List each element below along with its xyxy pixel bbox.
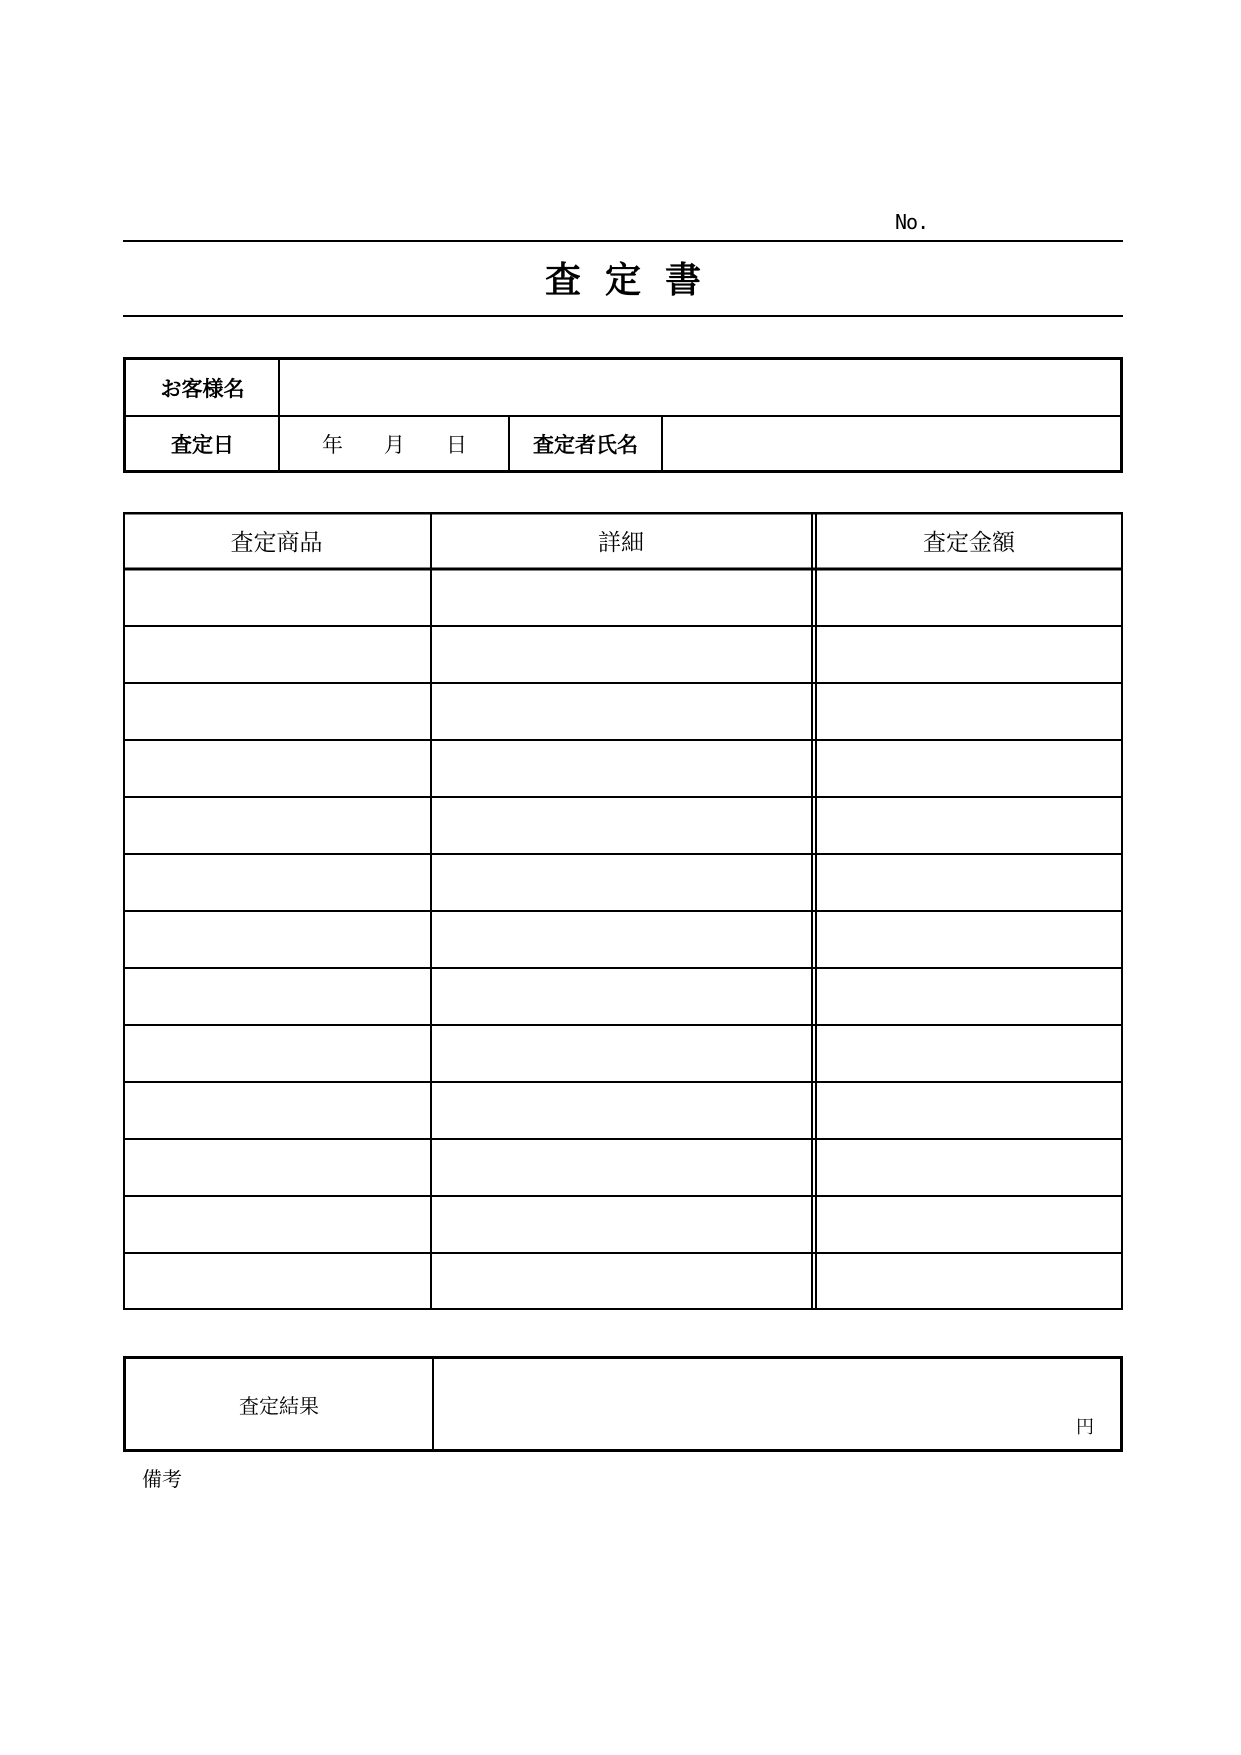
date-month-label: 月 bbox=[384, 432, 405, 457]
details-cell[interactable] bbox=[433, 571, 811, 624]
details-cell[interactable] bbox=[433, 742, 811, 795]
amount-cell[interactable] bbox=[818, 1027, 1121, 1080]
amount-cell[interactable] bbox=[818, 856, 1121, 909]
column-header-details: 詳細 bbox=[598, 530, 644, 556]
remarks-label: 備考 bbox=[142, 1467, 182, 1491]
amount-cell[interactable] bbox=[818, 685, 1121, 738]
details-cell[interactable] bbox=[433, 1255, 811, 1308]
item-cell[interactable] bbox=[125, 742, 431, 795]
item-cell[interactable] bbox=[125, 1141, 431, 1194]
details-cell[interactable] bbox=[433, 1084, 811, 1137]
details-cell[interactable] bbox=[433, 913, 811, 966]
amount-cell[interactable] bbox=[818, 571, 1121, 624]
amount-cell[interactable] bbox=[818, 742, 1121, 795]
customer-name-field[interactable] bbox=[280, 360, 1120, 415]
amount-cell[interactable] bbox=[818, 1255, 1121, 1308]
amount-cell[interactable] bbox=[818, 1198, 1121, 1251]
amount-cell[interactable] bbox=[818, 799, 1121, 852]
details-cell[interactable] bbox=[433, 685, 811, 738]
appraiser-name-label: 査定者氏名 bbox=[533, 432, 638, 457]
date-year-label: 年 bbox=[322, 432, 343, 457]
item-cell[interactable] bbox=[125, 856, 431, 909]
appraisal-date-label: 査定日 bbox=[171, 432, 234, 457]
item-cell[interactable] bbox=[125, 799, 431, 852]
title-top-rule bbox=[123, 240, 1123, 242]
details-cell[interactable] bbox=[433, 1141, 811, 1194]
item-cell[interactable] bbox=[125, 1255, 431, 1308]
items-table-grid bbox=[123, 512, 1123, 1310]
details-cell[interactable] bbox=[433, 856, 811, 909]
customer-name-label: お客様名 bbox=[160, 376, 245, 401]
amount-cell[interactable] bbox=[818, 970, 1121, 1023]
item-cell[interactable] bbox=[125, 913, 431, 966]
amount-cell[interactable] bbox=[818, 913, 1121, 966]
appraisal-result-box bbox=[123, 1356, 1123, 1452]
currency-unit-label: 円 bbox=[1076, 1417, 1094, 1438]
appraiser-name-field[interactable] bbox=[663, 417, 1120, 470]
amount-cell[interactable] bbox=[818, 628, 1121, 681]
amount-cell[interactable] bbox=[818, 1084, 1121, 1137]
item-cell[interactable] bbox=[125, 571, 431, 624]
item-cell[interactable] bbox=[125, 1198, 431, 1251]
column-header-amount: 査定金額 bbox=[923, 530, 1015, 556]
appraisal-result-label: 査定結果 bbox=[126, 1359, 434, 1449]
item-cell[interactable] bbox=[125, 970, 431, 1023]
item-cell[interactable] bbox=[125, 1027, 431, 1080]
date-day-label: 日 bbox=[446, 432, 467, 457]
document-number-label: No. bbox=[895, 210, 929, 234]
details-cell[interactable] bbox=[433, 1198, 811, 1251]
page-title: 査定書 bbox=[544, 260, 725, 301]
item-cell[interactable] bbox=[125, 685, 431, 738]
details-cell[interactable] bbox=[433, 1027, 811, 1080]
item-cell[interactable] bbox=[125, 628, 431, 681]
items-table bbox=[123, 512, 1123, 1310]
details-cell[interactable] bbox=[433, 799, 811, 852]
details-cell[interactable] bbox=[433, 970, 811, 1023]
date-row bbox=[126, 417, 1120, 470]
details-cell[interactable] bbox=[433, 628, 811, 681]
item-cell[interactable] bbox=[125, 1084, 431, 1137]
appraisal-date-field[interactable] bbox=[280, 417, 508, 470]
customer-info-box bbox=[123, 357, 1123, 473]
appraisal-result-field[interactable] bbox=[434, 1359, 1120, 1449]
column-header-item: 査定商品 bbox=[230, 530, 323, 556]
title-bottom-rule bbox=[123, 315, 1123, 317]
customer-name-row bbox=[126, 360, 1120, 417]
amount-cell[interactable] bbox=[818, 1141, 1121, 1194]
